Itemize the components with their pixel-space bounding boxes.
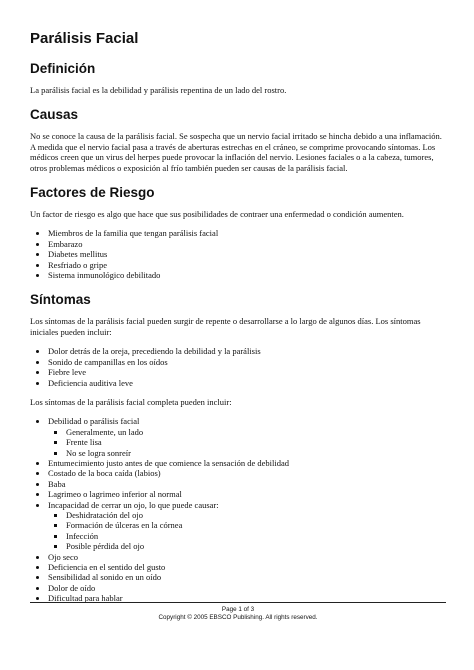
list-item: • Entumecimiento justo antes de que comience la sensación de debilidad xyxy=(48,458,446,468)
list-item xyxy=(48,500,446,552)
list-item: • Sistema inmunológico debilitado xyxy=(48,270,446,280)
list-item: • Fiebre leve xyxy=(48,367,446,377)
list-item xyxy=(48,416,446,458)
list-item: • Deficiencia en el sentido del gusto xyxy=(48,562,446,572)
section-definicion xyxy=(30,61,446,95)
list-item: • Deficiencia auditiva leve xyxy=(48,378,446,388)
page-number: Page 1 of 3 xyxy=(221,606,255,613)
section-factores xyxy=(30,185,446,280)
sublist-item: ▪ Generalmente, un lado xyxy=(66,427,446,437)
list-item: • Lagrimeo o lagrimeo inferior al normal xyxy=(48,489,446,499)
sublist-item: ▪ Formación de úlceras en la córnea xyxy=(66,520,446,530)
page-footer xyxy=(30,606,446,622)
heading-sintomas: Síntomas xyxy=(30,292,91,308)
section-causas xyxy=(30,107,446,173)
sublist-item: ▪ Frente lisa xyxy=(66,437,446,447)
list-item: • Dolor detrás de la oreja, precediendo la debilidad y la parálisis xyxy=(48,346,446,356)
list-item: • Resfriado o gripe xyxy=(48,260,446,270)
sublist xyxy=(48,510,446,552)
copyright-notice: Copyright © 2005 EBSCO Publishing. All rights reserved. xyxy=(158,614,318,621)
list-item: • Dolor de oído xyxy=(48,583,446,593)
sublist-item: ▪ Posible pérdida del ojo xyxy=(66,541,446,551)
factores-intro: Un factor de riesgo es algo que hace que sus posibilidades de contraer una enfermedad o condición aumenten. xyxy=(30,209,404,220)
list-item: • Costado de la boca caída (labios) xyxy=(48,468,446,478)
sintomas-complete-intro: Los síntomas de la parálisis facial completa pueden incluir: xyxy=(30,396,232,407)
list-item: • Sonido de campanillas en los oídos xyxy=(48,357,446,367)
sublist-item: ▪ Deshidratación del ojo xyxy=(66,510,446,520)
sublist-item: ▪ No se logra sonreír xyxy=(66,448,446,458)
sintomas-complete-list xyxy=(30,416,446,603)
list-item-label: Debilidad o parálisis facial xyxy=(48,416,140,427)
list-item: • Diabetes mellitus xyxy=(48,249,446,259)
sintomas-intro: Los síntomas de la parálisis facial pueden surgir de repente o desarrollarse a lo largo de algunos días. Los síntomas iniciales pueden incluir: xyxy=(30,316,421,337)
list-item: • Ojo seco xyxy=(48,552,446,562)
list-item: • Sensibilidad al sonido en un oído xyxy=(48,572,446,582)
section-sintomas xyxy=(30,292,446,603)
list-item: • Embarazo xyxy=(48,239,446,249)
factores-list xyxy=(30,228,446,280)
page-title: Parálisis Facial xyxy=(30,30,139,47)
heading-definicion: Definición xyxy=(30,61,96,76)
definicion-text: La parálisis facial es la debilidad y parálisis repentina de un lado del rostro. xyxy=(30,85,287,95)
list-item: • Miembros de la familia que tengan parálisis facial xyxy=(48,228,446,238)
sublist xyxy=(48,427,446,458)
sublist-item: ▪ Infección xyxy=(66,531,446,541)
list-item: • Dificultad para hablar xyxy=(48,593,446,603)
sintomas-initial-list xyxy=(30,346,446,388)
list-item-label: Incapacidad de cerrar un ojo, lo que puede causar: xyxy=(48,499,219,510)
list-item: • Baba xyxy=(48,479,446,489)
causas-text: No se conoce la causa de la parálisis facial. Se sospecha que un nervio facial irritado se hincha debido a una inflamación. A medida que el nervio facial pasa a través de aberturas estrechas en el cráneo, se comprime provocando síntomas. Los médicos creen que un virus del herpes puede provocar la inflación del nervio. Lesiones faciales o a la cabeza, tumores, otros problemas médicos o exposición al frío también pueden ser causas de la parálisis facial. xyxy=(30,131,442,173)
heading-factores: Factores de Riesgo xyxy=(30,185,155,201)
footer-divider xyxy=(30,602,446,603)
heading-causas: Causas xyxy=(30,107,79,123)
